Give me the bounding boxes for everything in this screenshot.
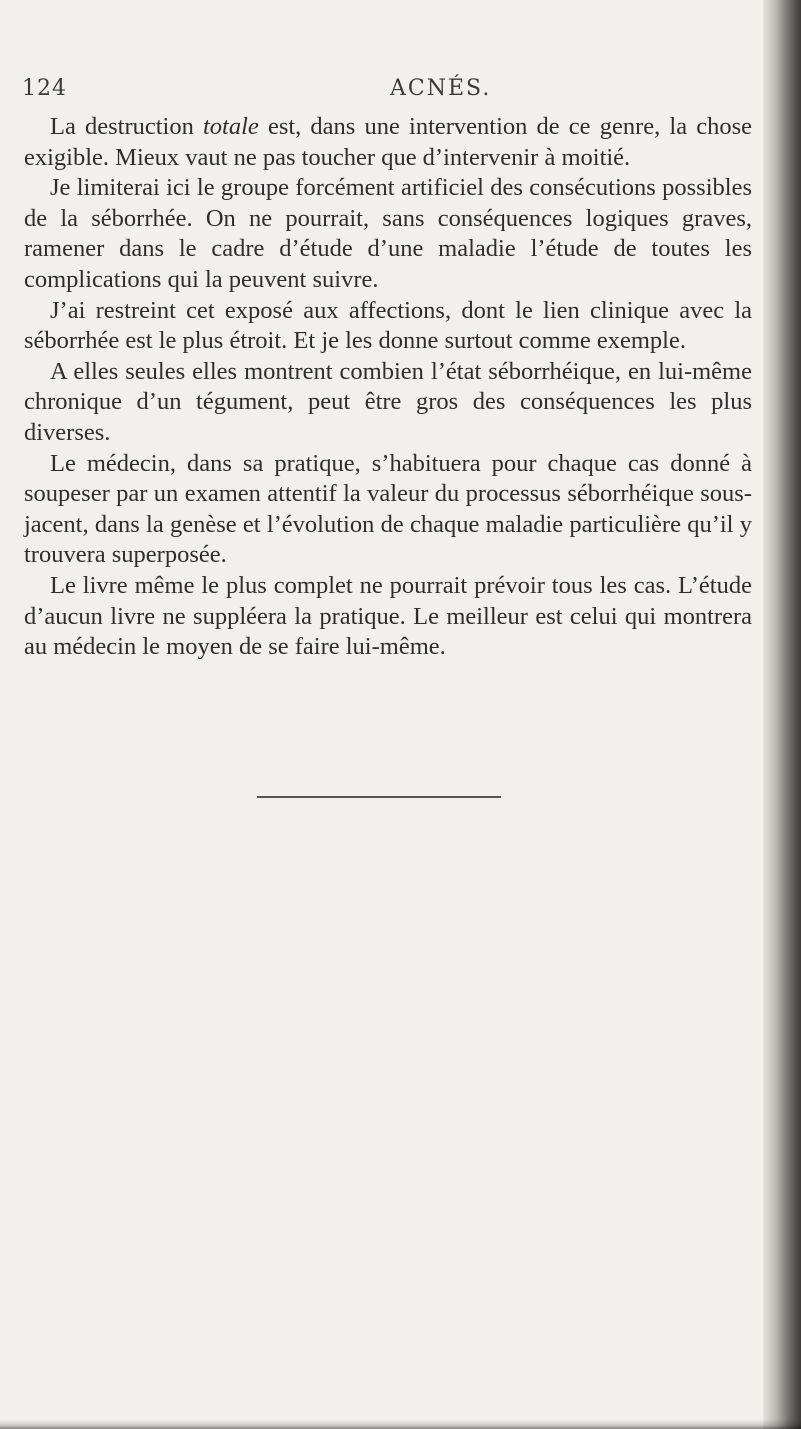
section-divider — [257, 796, 501, 798]
paragraph: Le livre même le plus complet ne pourrait prévoir tous les cas. L’étude d’aucun livre ne suppléera la pratique. Le meilleur est celui qui montrera au médecin le moyen de se faire lui-même. — [24, 571, 752, 661]
paragraph — [24, 112, 752, 173]
running-title: ACNÉS. — [390, 76, 492, 101]
paragraph-text: est, dans une intervention de ce genre, la chose exigible. Mieux vaut ne pas toucher que d’intervenir à moitié. — [24, 113, 752, 171]
paragraph: Le médecin, dans sa pratique, s’habituera pour chaque cas donné à soupeser par un examen attentif la valeur du processus séborrhéique sous-jacent, dans la genèse et l’évolution de chaque maladie particulière qu’il y trouvera superposée. — [24, 449, 752, 569]
paragraph-text: La destruction — [50, 113, 203, 140]
page-bottom-shadow — [0, 1419, 801, 1429]
body-text — [24, 112, 752, 663]
page-edge-shadow — [763, 0, 801, 1429]
paragraph: Je limiterai ici le groupe forcément artificiel des consécutions possibles de la séborrhée. On ne pourrait, sans conséquences logiques graves, ramener dans le cadre d’étude d’une maladie l’étude de toutes les complications qui la peuvent suivre. — [24, 174, 752, 293]
paragraph: J’ai restreint cet exposé aux affections, dont le lien clinique avec la séborrhée est le plus étroit. Et je les donne surtout comme exemple. — [24, 296, 752, 355]
page-header — [0, 0, 801, 100]
paragraph: A elles seules elles montrent combien l’état séborrhéique, en lui-même chronique d’un tégument, peut être gros des conséquences les plus diverses. — [24, 357, 752, 446]
emphasized-word: totale — [203, 113, 259, 140]
page-number: 124 — [22, 76, 67, 101]
